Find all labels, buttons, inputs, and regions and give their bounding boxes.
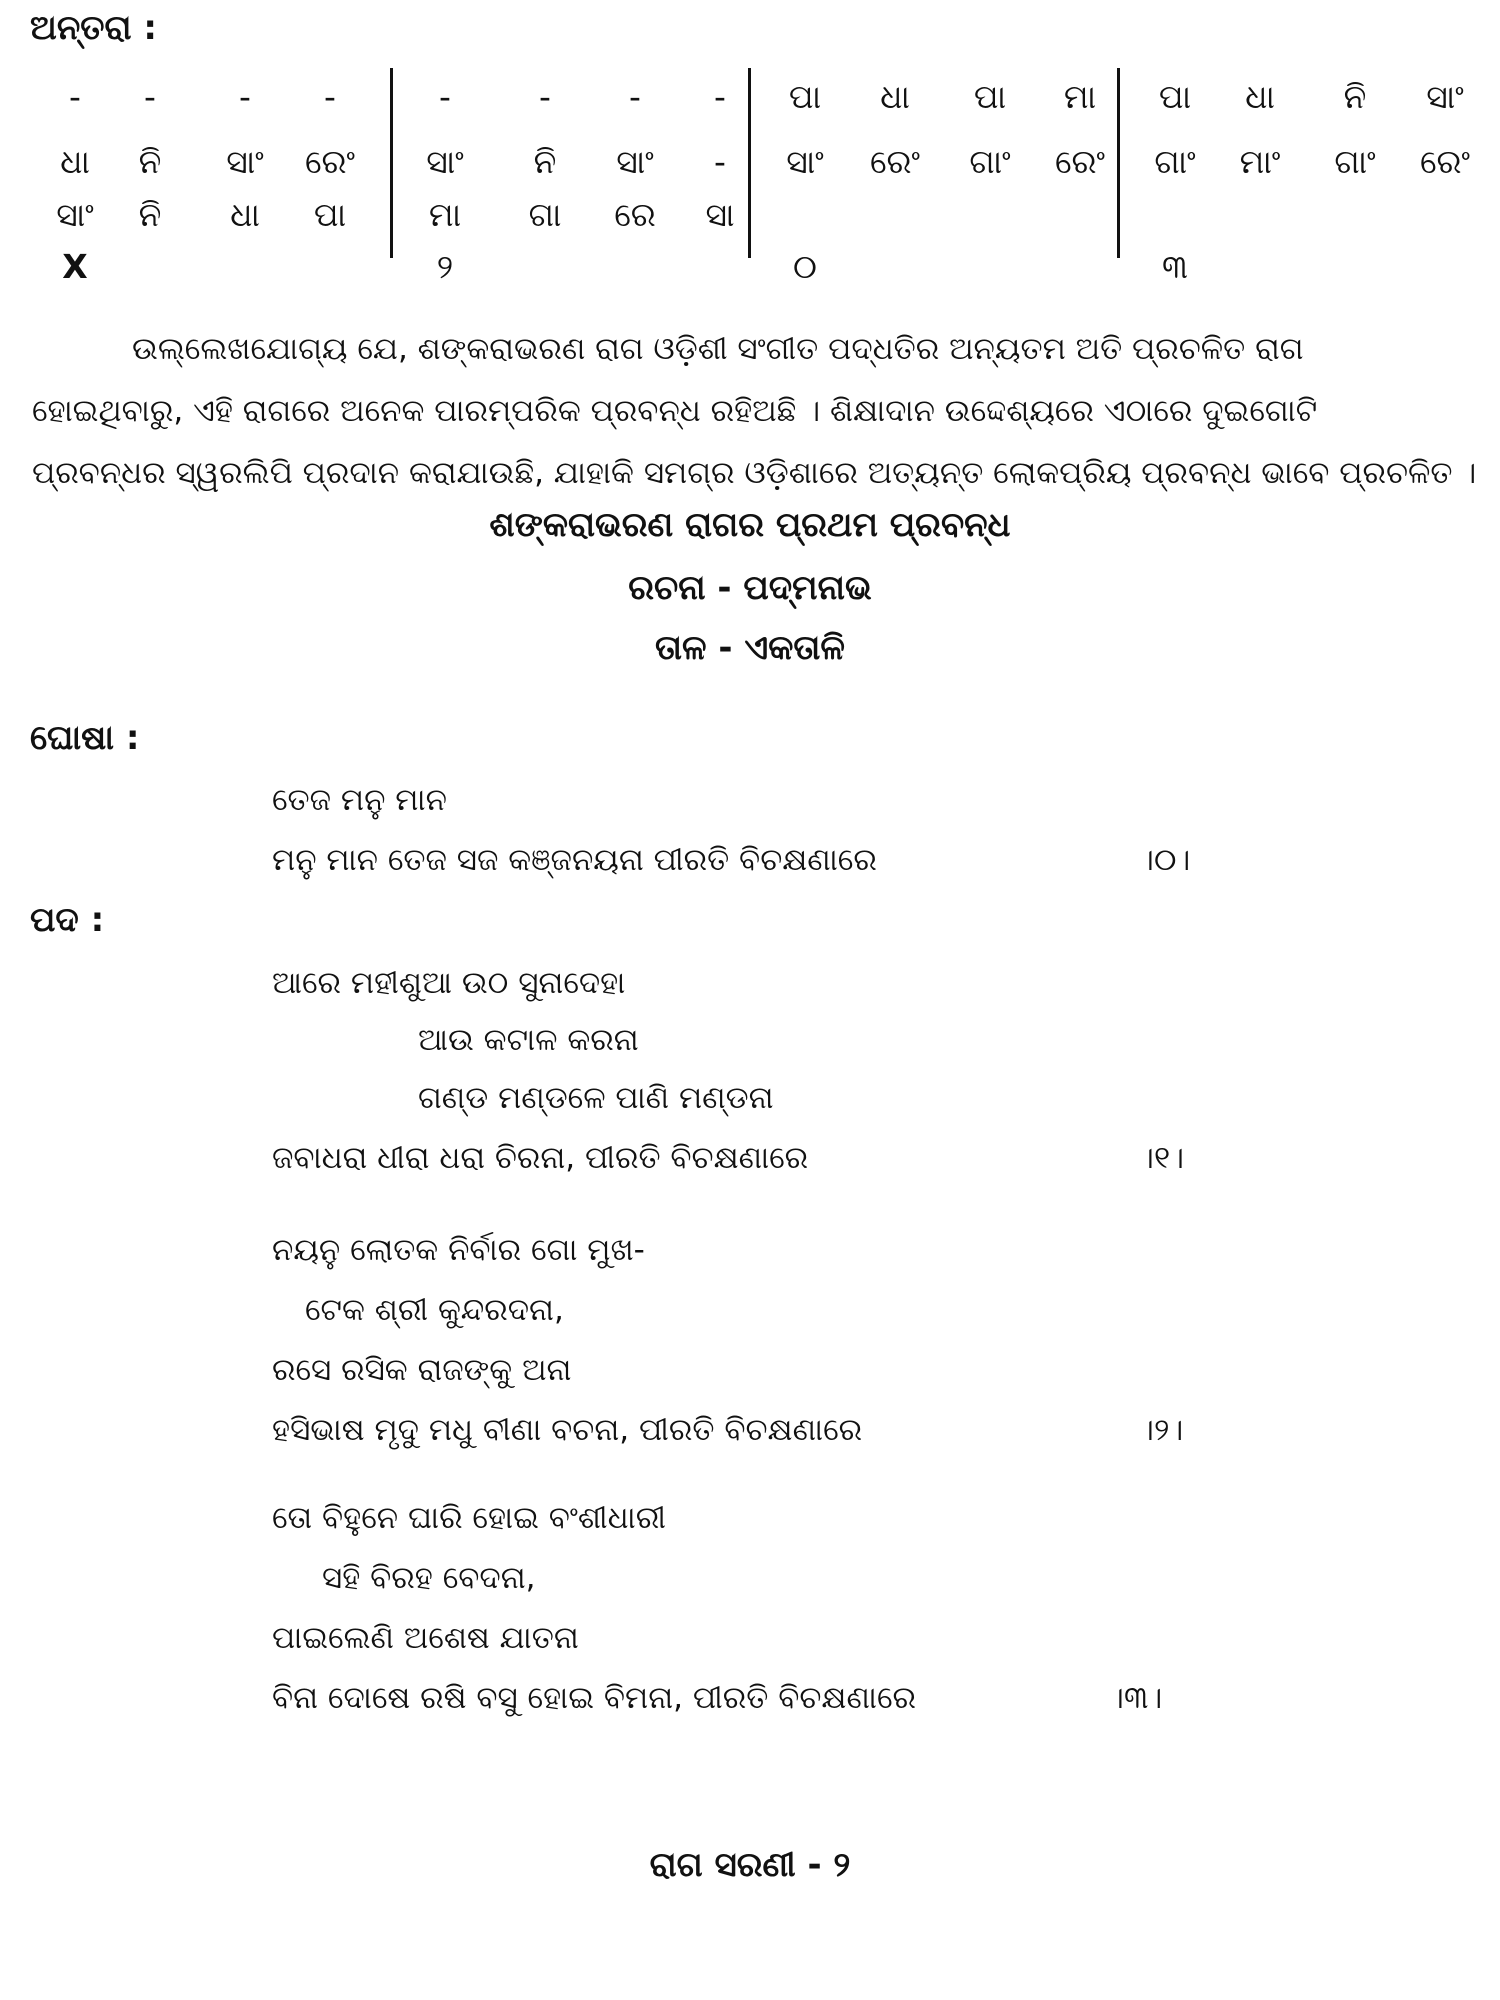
note: ପା (973, 77, 1007, 116)
note: ପା (313, 195, 347, 234)
paragraph-line: ଉଲ୍ଲେଖଯୋଗ୍ୟ ଯେ, ଶଙ୍କରାଭରଣ ରାଗ ଓଡ଼ିଶୀ ସଂଗୀତ ପଦ୍ଧତିର ଅନ୍ୟତମ ଅତି ପ୍ରଚଳିତ ରାଗ (132, 331, 1304, 367)
ghosha-label: ଘୋଷା : (30, 718, 140, 758)
lyric-line: ହସିଭାଷ ମୃଦୁ ମଧୁ ବୀଣା ବଚନା, ପୀରତି ବିଚକ୍ଷଣାରେ (272, 1412, 863, 1448)
section-heading: ଶଙ୍କରାଭରଣ ରାଗର ପ୍ରଥମ ପ୍ରବନ୍ଧ (489, 505, 1011, 545)
note: - (324, 77, 336, 116)
note: ରେ (614, 195, 656, 234)
note: - (539, 77, 551, 116)
note: ମା (428, 195, 462, 234)
note: ରେଂ (304, 142, 356, 181)
bar-divider (1117, 68, 1120, 258)
verse-number: ।୨। (1140, 1412, 1184, 1448)
tala-line: ତାଳ - ଏକତାଳି (655, 628, 845, 668)
note: ନି (1343, 77, 1367, 116)
note: ରେଂ (1054, 142, 1106, 181)
verse-number: ।୦। (1140, 842, 1191, 878)
note: ଗାଂ (969, 142, 1011, 181)
note: ରେଂ (869, 142, 921, 181)
lyric-line: ବିନା ଦୋଷେ ରଷି ବସୁ ହୋଇ ବିମନା, ପୀରତି ବିଚକ୍ଷଣାରେ (272, 1680, 916, 1716)
note: ସା (705, 195, 735, 234)
note: ସାଂ (226, 142, 264, 181)
note: ଗାଂ (1154, 142, 1196, 181)
note: - (144, 77, 156, 116)
note: ଧା (230, 195, 260, 234)
note: ଗାଂ (1334, 142, 1376, 181)
note: ଧା (880, 77, 910, 116)
note: ନି (533, 142, 557, 181)
note: ମା (1063, 77, 1097, 116)
note: ସାଂ (56, 195, 94, 234)
note: ଗା (528, 195, 562, 234)
note: - (714, 77, 726, 116)
note: ନି (138, 142, 162, 181)
note: - (629, 77, 641, 116)
note: - (714, 142, 726, 181)
note: ଧା (60, 142, 90, 181)
lyric-line: ଗଣ୍ଡ ମଣ୍ଡଳେ ପାଣି ମଣ୍ଡନା (418, 1080, 774, 1116)
tala-mark: X (62, 247, 88, 286)
tala-mark: ୩ (1162, 247, 1188, 286)
note: ସାଂ (426, 142, 464, 181)
note: ସାଂ (616, 142, 654, 181)
verse-number: ।୧। (1140, 1140, 1185, 1176)
note: ଧା (1245, 77, 1275, 116)
antara-label: ଅନ୍ତରା : (30, 8, 157, 48)
lyric-line: ଟେକ ଶ୍ରୀ କୁନ୍ଦରଦନା, (305, 1292, 564, 1328)
note: ସାଂ (1426, 77, 1464, 116)
verse-number: ।୩। (1110, 1680, 1163, 1716)
page-footer: ରାଗ ସରଣୀ - ୨ (649, 1845, 851, 1885)
pada-label: ପଦ : (30, 900, 105, 940)
lyric-line: ନୟନୁ ଲୋତକ ନିର୍ବାର ଗୋ ମୁଖ- (272, 1232, 645, 1268)
tala-mark: ୦ (793, 247, 817, 286)
lyric-line: ଜବାଧରା ଧୀରା ଧରା ଚିରନା, ପୀରତି ବିଚକ୍ଷଣାରେ (272, 1140, 809, 1176)
lyric-line: ଆରେ ମହୀଶୁଆ ଉଠ ସୁନାଦେହା (272, 965, 626, 1001)
lyric-line: ତେଜ ମନୁ ମାନ (272, 782, 447, 818)
note: - (69, 77, 81, 116)
note: - (439, 77, 451, 116)
note: ରେଂ (1419, 142, 1471, 181)
paragraph-line: ପ୍ରବନ୍ଧର ସ୍ୱରଲିପି ପ୍ରଦାନ କରାଯାଉଛି, ଯାହାକି ସମଗ୍ର ଓଡ଼ିଶାରେ ଅତ୍ୟନ୍ତ ଲୋକପ୍ରିୟ ପ୍ରବନ୍ଧ ଭାବେ ପ୍ରଚଳିତ । (32, 455, 1477, 491)
paragraph-line: ହୋଇଥିବାରୁ, ଏହି ରାଗରେ ଅନେକ ପାରମ୍ପରିକ ପ୍ରବନ୍ଧ ରହିଅଛି । ଶିକ୍ଷାଦାନ ଉଦ୍ଦେଶ୍ୟରେ ଏଠାରେ ଦୁଇଗୋଟି (32, 393, 1318, 429)
intro-paragraph (32, 318, 1476, 504)
lyric-line: ସହି ବିରହ ବେଦନା, (322, 1560, 536, 1596)
lyric-line: ମନୁ ମାନ ତେଜ ସଜ କଞ୍ଜନୟନା ପୀରତି ବିଚକ୍ଷଣାରେ (272, 842, 877, 878)
bar-divider (390, 68, 393, 258)
lyric-line: ରସେ ରସିକ ରାଜଙ୍କୁ ଅନା (272, 1352, 572, 1388)
tala-mark: ୨ (436, 247, 454, 286)
note: ପା (1158, 77, 1192, 116)
note: ନି (138, 195, 162, 234)
composer-line: ରଚନା - ପଦ୍ମନାଭ (628, 568, 872, 608)
note: ମାଂ (1239, 142, 1281, 181)
lyric-line: ଆଉ କଟାଳ କରନା (418, 1022, 639, 1058)
note: - (239, 77, 251, 116)
lyric-line: ପାଇଲେଣି ଅଶେଷ ଯାତନା (272, 1620, 579, 1656)
note: ପା (788, 77, 822, 116)
note: ସାଂ (786, 142, 824, 181)
lyric-line: ତୋ ବିହୁନେ ଘାରି ହୋଇ ବଂଶୀଧାରୀ (272, 1500, 666, 1536)
